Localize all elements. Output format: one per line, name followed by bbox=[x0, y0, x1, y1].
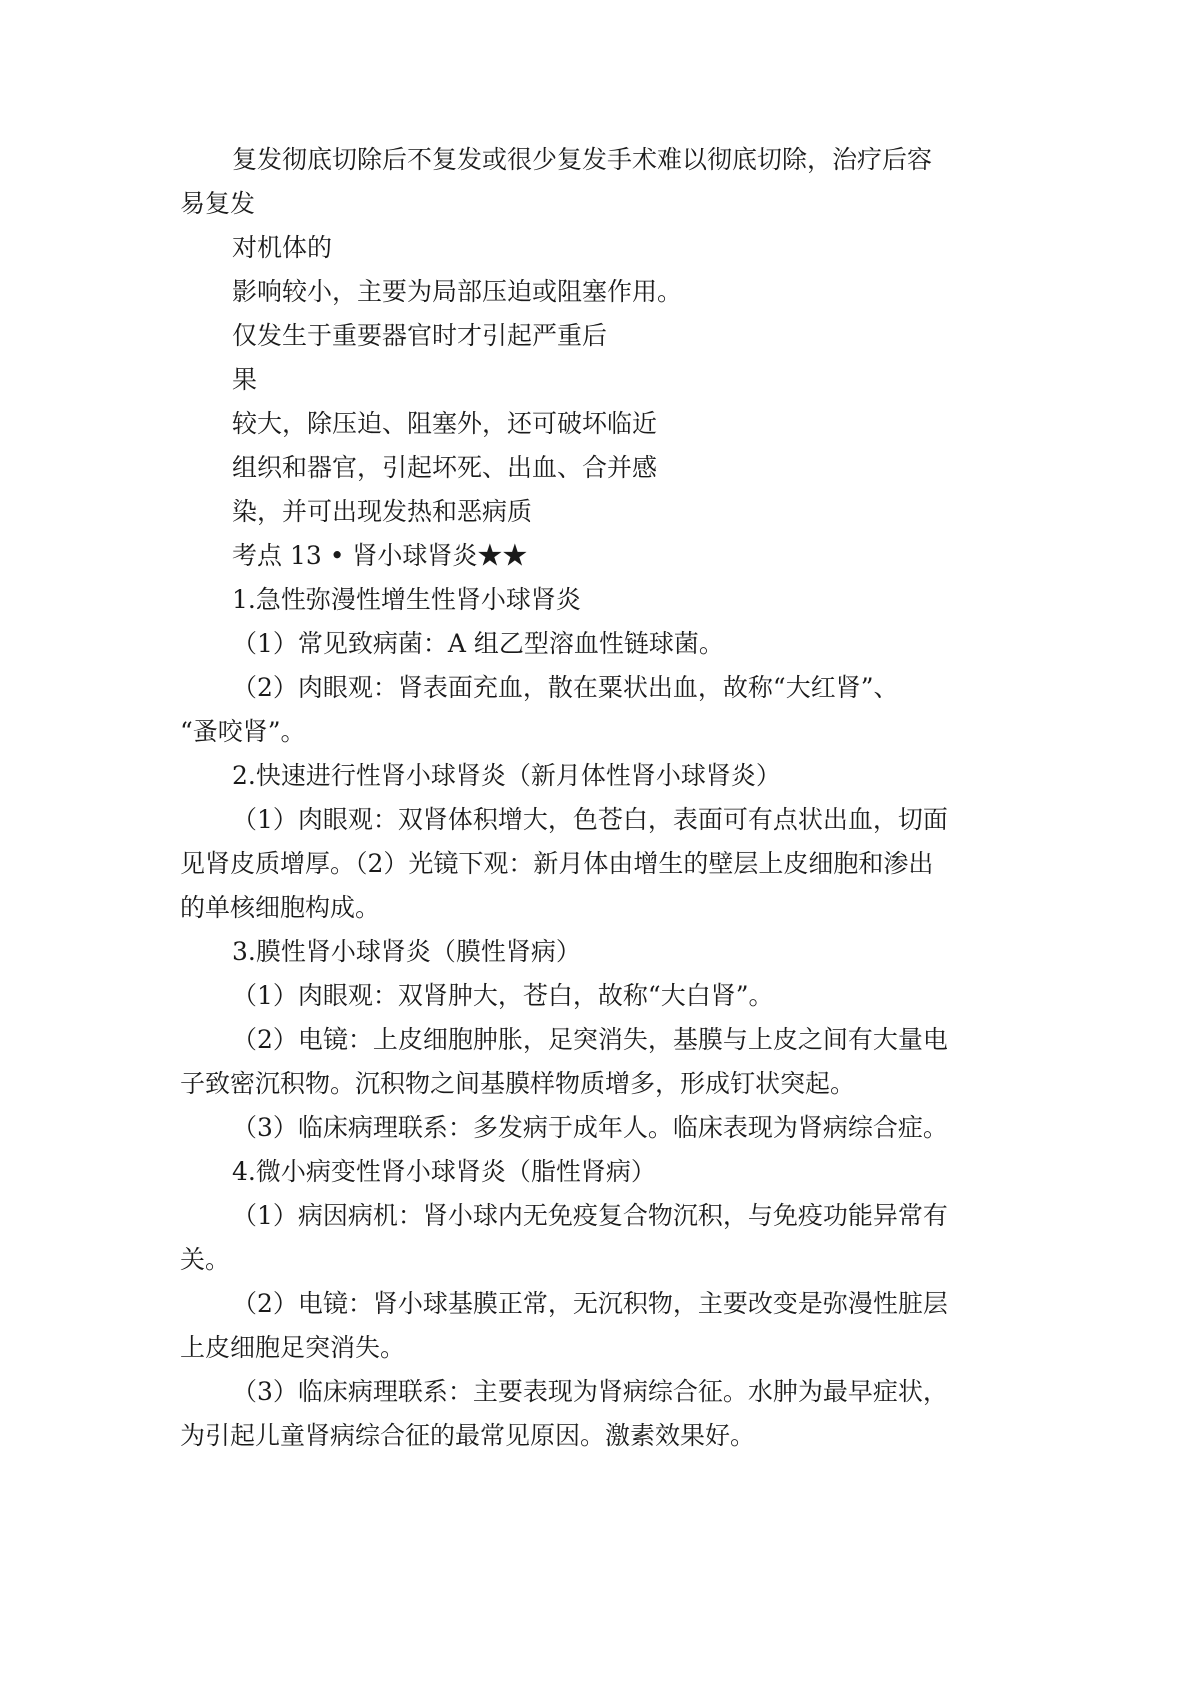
paragraph-line: 对机体的 bbox=[232, 233, 333, 262]
paragraph-line: 的单核细胞构成。 bbox=[180, 893, 381, 922]
paragraph-line: （3）临床病理联系：主要表现为肾病综合征。水肿为最早症状， bbox=[232, 1377, 948, 1406]
document-page bbox=[180, 138, 1020, 1458]
subsection-heading: 4.微小病变性肾小球肾炎（脂性肾病） bbox=[232, 1157, 656, 1186]
paragraph-line: 为引起儿童肾病综合征的最常见原因。激素效果好。 bbox=[180, 1421, 756, 1450]
paragraph-line: （2）电镜：上皮细胞肿胀，足突消失，基膜与上皮之间有大量电 bbox=[232, 1025, 948, 1054]
paragraph-line: （3）临床病理联系：多发病于成年人。临床表现为肾病综合症。 bbox=[232, 1113, 948, 1142]
paragraph-line: 影响较小，主要为局部压迫或阻塞作用。 bbox=[232, 277, 683, 306]
paragraph-line: 果 bbox=[232, 365, 258, 394]
subsection-heading: 3.膜性肾小球肾炎（膜性肾病） bbox=[232, 937, 581, 966]
paragraph-line: 见肾皮质增厚。（2）光镜下观：新月体由增生的壁层上皮细胞和渗出 bbox=[180, 849, 934, 878]
paragraph-line: 上皮细胞足突消失。 bbox=[180, 1333, 406, 1362]
paragraph-line: 关。 bbox=[180, 1245, 231, 1274]
paragraph-line: （2）电镜：肾小球基膜正常，无沉积物，主要改变是弥漫性脏层 bbox=[232, 1289, 948, 1318]
paragraph-line: （2）肉眼观：肾表面充血，散在粟状出血，故称“大红肾”、 bbox=[232, 673, 899, 702]
section-heading: 考点 13 • 肾小球肾炎★★ bbox=[232, 541, 528, 570]
paragraph-line: （1）肉眼观：双肾体积增大，色苍白，表面可有点状出血，切面 bbox=[232, 805, 948, 834]
subsection-heading: 2.快速进行性肾小球肾炎（新月体性肾小球肾炎） bbox=[232, 761, 781, 790]
subsection-heading: 1.急性弥漫性增生性肾小球肾炎 bbox=[232, 585, 581, 614]
paragraph-line: （1）肉眼观：双肾肿大，苍白，故称“大白肾”。 bbox=[232, 981, 774, 1010]
paragraph-line: 组织和器官，引起坏死、出血、合并感 bbox=[232, 453, 658, 482]
paragraph-line: 子致密沉积物。沉积物之间基膜样物质增多，形成钉状突起。 bbox=[180, 1069, 856, 1098]
paragraph-line: 复发彻底切除后不复发或很少复发手术难以彻底切除，治疗后容 bbox=[232, 145, 933, 174]
paragraph-line: 较大，除压迫、阻塞外，还可破坏临近 bbox=[232, 409, 658, 438]
paragraph-line: “蚤咬肾”。 bbox=[180, 717, 306, 746]
paragraph-line: 仅发生于重要器官时才引起严重后 bbox=[232, 321, 608, 350]
paragraph-line: 易复发 bbox=[180, 189, 256, 218]
paragraph-line: 染，并可出现发热和恶病质 bbox=[232, 497, 533, 526]
paragraph-line: （1）病因病机：肾小球内无免疫复合物沉积，与免疫功能异常有 bbox=[232, 1201, 948, 1230]
paragraph-line: （1）常见致病菌：A 组乙型溶血性链球菌。 bbox=[232, 629, 724, 658]
